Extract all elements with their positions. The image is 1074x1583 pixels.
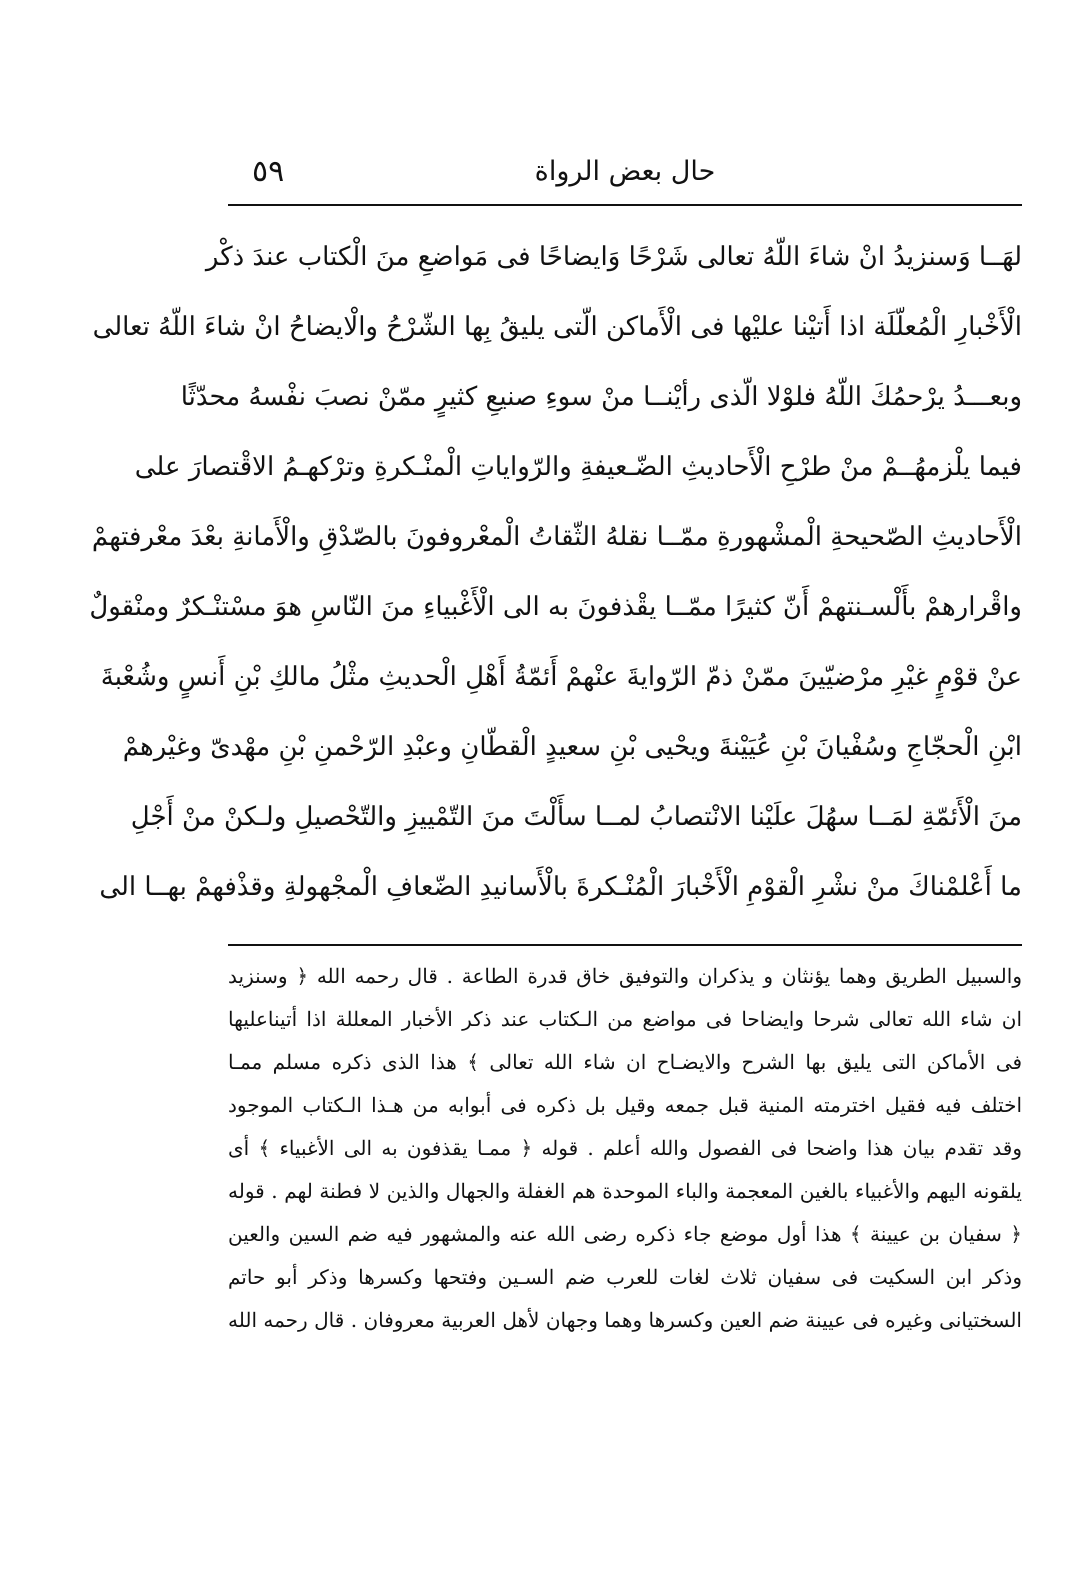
commentary-line: فى الأماكن التى يليق بها الشرح والايضـاح ان شاء الله تعالى ﴾ هذا الذى ذكره مسلم ممـا xyxy=(228,1050,1022,1074)
footnote-rule xyxy=(228,944,1022,946)
running-header xyxy=(230,150,1020,200)
main-text-line: فيما يلْزمهُــمْ منْ طرْحِ الْأَحاديثِ الضّـعيفةِ والرّواياتِ الْمنْـكرةِ وترْكهـمُ الاقْتصارَ على xyxy=(134,452,1022,482)
commentary-block xyxy=(228,955,1022,1342)
page-number: ٥٩ xyxy=(252,154,285,189)
main-text-line: لهَــا وَسنزيدُ انْ شاءَ اللّهُ تعالى شَرْحًا وَايضاحًا فى مَواضعِ منَ الْكتاب عندَ ذكْر xyxy=(205,242,1022,272)
commentary-line: ان شاء الله تعالى شرحا وايضاحا فى مواضع من الـكتاب عند ذكر الأخبار المعللة اذا أتيناعليها xyxy=(228,1007,1022,1031)
commentary-line: وذكر ابن السكيت فى سفيان ثلاث لغات للعرب ضم السـين وفتحها وكسرها وذكر أبو حاتم xyxy=(228,1265,1023,1289)
main-text-line: عنْ قوْمٍ غيْرِ مرْضيّينَ ممّنْ ذمّ الرّوايةَ عنْهمْ أَئمّةُ أَهْلِ الْحديثِ مثْلُ مالكِ بْنِ أَنسٍ وشُعْبةَ xyxy=(100,662,1022,692)
main-text-line: ابْنِ الْحجّاجِ وسُفْيانَ بْنِ عُيَيْنةَ ويحْيى بْنِ سعيدٍ الْقطّانِ وعبْدِ الرّحْمنِ بْنِ مهْدىّ وغيْرهمْ xyxy=(122,732,1022,762)
main-text-line: واقْرارهمْ بأَلْسـنتهمْ أَنّ كثيرًا ممّــا يقْذفونَ به الى الْأَغْبياءِ منَ النّاسِ هوَ مسْتنْـكرٌ ومنْقولٌ xyxy=(89,592,1022,622)
main-text-line: الْأَحاديثِ الصّحيحةِ الْمشْهورةِ ممّــا نقلهُ الثّقاتُ الْمعْروفونَ بالصّدْقِ والْأَمانةِ بعْدَ معْرفتهمْ xyxy=(91,522,1022,552)
commentary-line: والسبيل الطريق وهما يؤنثان و يذكران والتوفيق خاق قدرة الطاعة . قال رحمه الله ﴿ وسنزيد xyxy=(228,964,1022,988)
main-text-block xyxy=(89,222,1022,922)
commentary-line: ﴿ سفيان بن عيينة ﴾ هذا أول موضع جاء ذكره رضى الله عنه والمشهور فيه ضم السين والعين xyxy=(228,1222,1022,1246)
commentary-line: السختيانى وغيره فى عيينة ضم العين وكسرها وهما وجهان لأهل العربية معروفان . قال رحمه الله xyxy=(228,1308,1022,1332)
commentary-line: يلقونه اليهم والأغبياء بالغين المعجمة والباء الموحدة هم الغفلة والجهال والذين لا فطنة لهم . قوله xyxy=(228,1179,1022,1203)
main-text-line: منَ الْأَئمّةِ لمَــا سهُلَ علَيْنا الانْتصابُ لمــا سأَلْتَ منَ التّمْييزِ والتّحْصيلِ ولـكنْ منْ أَجْلِ xyxy=(130,802,1022,832)
main-text-line: ما أَعْلمْناكَ منْ نشْرِ الْقوْمِ الْأَخْبارَ الْمُنْـكرةَ بالْأَسانيدِ الضّعافِ الْمجْهولةِ وقذْفهمْ بهــا الى xyxy=(99,872,1022,902)
running-header-title: حال بعض الرواة xyxy=(534,156,716,187)
header-rule xyxy=(228,204,1022,206)
main-text-line: الْأَخْبارِ الْمُعلّلَة اذا أَتيْنا عليْها فى الْأَماكن الّتى يليقُ بِها الشّرْحُ والْايضاحُ انْ شاءَ اللّهُ تعالى xyxy=(92,312,1022,342)
commentary-line: وقد تقدم بيان هذا واضحا فى الفصول والله أعلم . قوله ﴿ ممـا يقذفون به الى الأغبياء ﴾ أى xyxy=(228,1136,1023,1160)
main-text-line: وبعـــدُ يرْحمُكَ اللّهُ فلوْلا الّذى رأيْنــا منْ سوءِ صنيعِ كثيرٍ ممّنْ نصبَ نفْسهُ محدّثًا xyxy=(180,382,1022,412)
commentary-line: اختلف فيه فقيل اخترمته المنية قبل جمعه وقيل بل ذكره فى أبوابه من هـذا الـكتاب الموجود xyxy=(228,1093,1022,1117)
